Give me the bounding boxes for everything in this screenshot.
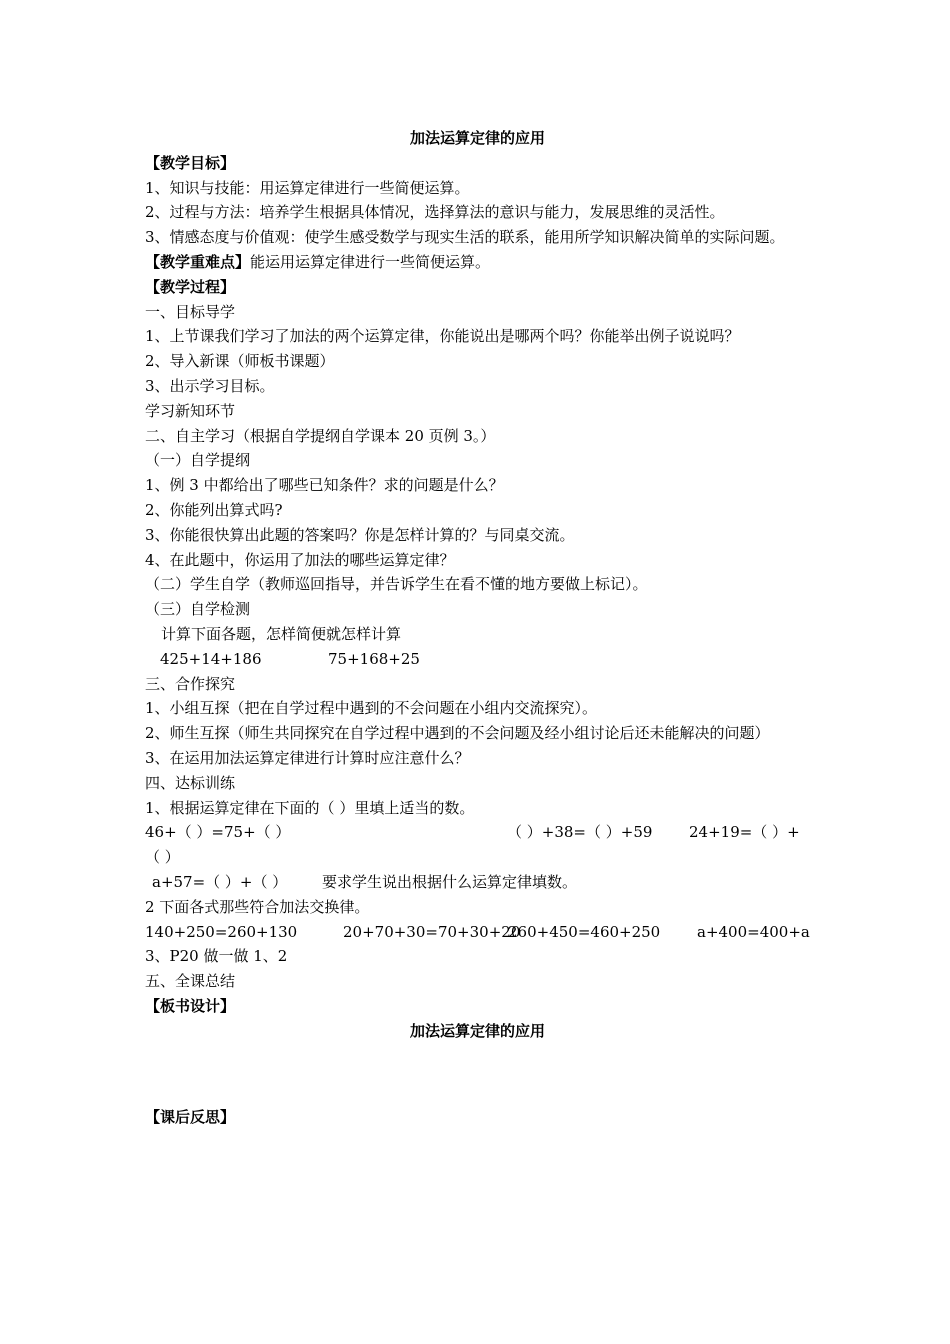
section-5-heading: 五、全课总结 [145, 972, 236, 991]
board-design-heading: 【板书设计】 [145, 996, 236, 1015]
section-2-question-3: 3、你能很快算出此题的答案吗？你是怎样计算的？与同桌交流。 [145, 525, 575, 544]
section-2-sub-1: （一）自学提纲 [145, 451, 251, 470]
section-3-heading: 三、合作探究 [145, 674, 236, 693]
section-2-question-4: 4、在此题中，你运用了加法的哪些运算定律？ [145, 550, 455, 569]
section-2-sub-2: （二）学生自学（教师巡回指导，并告诉学生在看不懂的地方要做上标记）。 [145, 575, 648, 594]
fill-in-c: 24+19=（ ）+ [689, 823, 800, 842]
fill-in-a: 46+（ ）=75+（ ） [145, 823, 291, 842]
equation-3: 260+450=460+250 [508, 922, 661, 941]
commutative-equations-row [145, 920, 810, 945]
section-3-item-3: 3、在运用加法运算定律进行计算时应注意什么？ [145, 748, 470, 767]
equation-2: 20+70+30=70+30+20 [343, 922, 521, 941]
new-knowledge-label: 学习新知环节 [145, 401, 236, 420]
fill-in-row-1 [145, 820, 810, 845]
self-check-instruction: 计算下面各题，怎样简便就怎样计算 [161, 624, 402, 643]
keypoint-text: 能运用运算定律进行一些简便运算。 [250, 252, 491, 271]
section-2-question-1: 1、例 3 中都给出了哪些已知条件？求的问题是什么？ [145, 476, 504, 495]
section-1-item-3: 3、出示学习目标。 [145, 376, 275, 395]
section-1-item-2: 2、导入新课（师板书课题） [145, 352, 335, 371]
reflection-heading: 【课后反思】 [145, 1108, 236, 1127]
equation-4: a+400=400+a [697, 922, 810, 941]
section-3-item-1: 1、小组互探（把在自学过程中遇到的不会问题在小组内交流探究）。 [145, 699, 598, 718]
doc-title: 加法运算定律的应用 [409, 129, 545, 147]
self-check-expressions [145, 647, 810, 672]
section-3-item-2: 2、师生互探（师生共同探究在自学过程中遇到的不会问题及经小组讨论后还未能解决的问题） [145, 724, 770, 743]
goal-1: 1、知识与技能：用运算定律进行一些简便运算。 [145, 178, 470, 197]
fill-in-row-2 [145, 870, 810, 895]
section-2-question-2: 2、你能列出算式吗? [145, 500, 283, 519]
section-1-item-1: 1、上节课我们学习了加法的两个运算定律，你能说出是哪两个吗？你能举出例子说说吗？ [145, 327, 740, 346]
expression-1: 425+14+186 [160, 649, 262, 668]
expression-2: 75+168+25 [328, 649, 420, 668]
section-4-item-2: 2 下面各式那些符合加法交换律。 [145, 897, 370, 916]
goal-3: 3、情感态度与价值观：使学生感受数学与现实生活的联系，能用所学知识解决简单的实际问题。 [145, 228, 785, 247]
fill-in-d: a+57=（ ）+（ ） [152, 872, 288, 891]
process-heading: 【教学过程】 [145, 277, 236, 296]
keypoint-paragraph [145, 250, 810, 275]
board-design-space [145, 1043, 810, 1105]
document-page [145, 126, 810, 1130]
goal-2: 2、过程与方法：培养学生根据具体情况，选择算法的意识与能力，发展思维的灵活性。 [145, 203, 725, 222]
keypoint-heading: 【教学重难点】 [145, 252, 251, 271]
section-1-heading: 一、目标导学 [145, 302, 236, 321]
goals-heading: 【教学目标】 [145, 153, 236, 172]
fill-in-d-note: 要求学生说出根据什么运算定律填数。 [322, 872, 578, 891]
section-4-item-1: 1、根据运算定律在下面的（ ）里填上适当的数。 [145, 798, 475, 817]
fill-in-b: （ ）+38=（ ）+59 [507, 823, 653, 842]
board-design-title: 加法运算定律的应用 [409, 1021, 545, 1040]
section-2-heading: 二、自主学习（根据自学提纲自学课本 20 页例 3。） [145, 426, 496, 445]
section-2-sub-3: （三）自学检测 [145, 600, 251, 619]
section-4-item-3: 3、P20 做一做 1、2 [145, 947, 288, 966]
section-4-heading: 四、达标训练 [145, 773, 236, 792]
fill-in-c-continued: （ ） [145, 848, 180, 867]
equation-1: 140+250=260+130 [145, 922, 298, 941]
